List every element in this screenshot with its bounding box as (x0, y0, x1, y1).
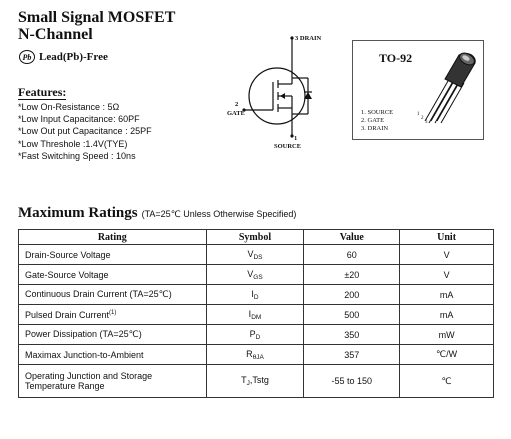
rating-cell: Operating Junction and Storage Temperature Range (19, 365, 207, 398)
max-ratings-header (18, 205, 296, 222)
table-row (19, 265, 494, 285)
symbol-cell: $V_{DS}$ (206, 245, 304, 265)
value-cell: -55 to 150 (304, 365, 400, 398)
rating-cell: Power Dissipation (TA=25℃) (19, 325, 207, 345)
max-ratings-table (18, 229, 494, 398)
symbol-cell: $I_D$ (206, 285, 304, 305)
table-row (19, 345, 494, 365)
package-box (352, 40, 484, 140)
pin-number-2: 2 (421, 116, 424, 121)
footnote-marker: (1) (109, 309, 117, 316)
mosfet-schematic (222, 28, 342, 158)
pin-label: 3. DRAIN (361, 125, 389, 132)
features-list (18, 101, 152, 162)
value-cell: 60 (304, 245, 400, 265)
header-rating: Rating (19, 230, 207, 245)
value-cell: 357 (304, 345, 400, 365)
pin-number-1: 1 (417, 112, 420, 117)
pin-label: 2. GATE (361, 117, 385, 124)
table-row (19, 305, 494, 325)
value-cell: 350 (304, 325, 400, 345)
max-ratings-title: Maximum Ratings (18, 205, 138, 221)
unit-cell: mA (400, 285, 494, 305)
gate-label: GATE (227, 110, 245, 117)
value-cell: ±20 (304, 265, 400, 285)
value-cell: 200 (304, 285, 400, 305)
pin-label: 1. SOURCE (361, 109, 394, 116)
package-name: TO-92 (379, 51, 413, 65)
title-line-2: N-Channel (18, 26, 93, 43)
rating-cell: Gate-Source Voltage (19, 265, 207, 285)
unit-cell: V (400, 245, 494, 265)
rating-cell: Maximax Junction-to-Ambient (19, 345, 207, 365)
unit-cell: ℃ (400, 365, 494, 398)
symbol-cell: $V_{GS}$ (206, 265, 304, 285)
feature-item: *Low Out put Capacitance : 25PF (18, 126, 152, 137)
source-label: SOURCE (274, 143, 302, 150)
rating-cell: Pulsed Drain Current$^{(1)}$ (19, 305, 207, 325)
lead-free-line (19, 50, 108, 64)
header-symbol: Symbol (206, 230, 304, 245)
table-row (19, 365, 494, 398)
unit-cell: ℃/W (400, 345, 494, 365)
features-heading: Features: (18, 85, 67, 99)
pb-free-icon: Pb (19, 50, 35, 64)
unit-cell: mW (400, 325, 494, 345)
symbol-cell: $T_J,Tstg$ (206, 365, 304, 398)
to92-package-icon (415, 43, 481, 135)
source-number: 1 (294, 135, 298, 142)
table-header-row (19, 230, 494, 245)
feature-item: *Low Input Capacitance: 60PF (18, 114, 140, 125)
feature-item: *Fast Switching Speed : 10ns (18, 150, 136, 161)
table-row (19, 325, 494, 345)
rating-cell: Drain-Source Voltage (19, 245, 207, 265)
header-value: Value (304, 230, 400, 245)
table-row (19, 285, 494, 305)
value-cell: 500 (304, 305, 400, 325)
rating-cell: Continuous Drain Current (TA=25℃) (19, 285, 207, 305)
package-pin-list (361, 109, 393, 133)
drain-label: 3 DRAIN (295, 35, 322, 42)
title-line-1: Small Signal MOSFET (18, 9, 176, 26)
gate-number: 2 (235, 101, 239, 108)
feature-item: *Low On-Resistance : 5Ω (18, 102, 120, 112)
symbol-cell: $P_D$ (206, 325, 304, 345)
max-ratings-subtitle: (TA=25℃ Unless Otherwise Specified) (141, 209, 297, 219)
pin-number-3: 3 (425, 120, 428, 125)
feature-item: *Low Threshole :1.4V(TYE) (18, 138, 128, 149)
lead-free-label: Lead(Pb)-Free (39, 51, 108, 63)
unit-cell: V (400, 265, 494, 285)
header-unit: Unit (400, 230, 494, 245)
symbol-cell: $I_{DM}$ (206, 305, 304, 325)
symbol-cell: $R_{\theta JA}$ (206, 345, 304, 365)
table-row (19, 245, 494, 265)
unit-cell: mA (400, 305, 494, 325)
